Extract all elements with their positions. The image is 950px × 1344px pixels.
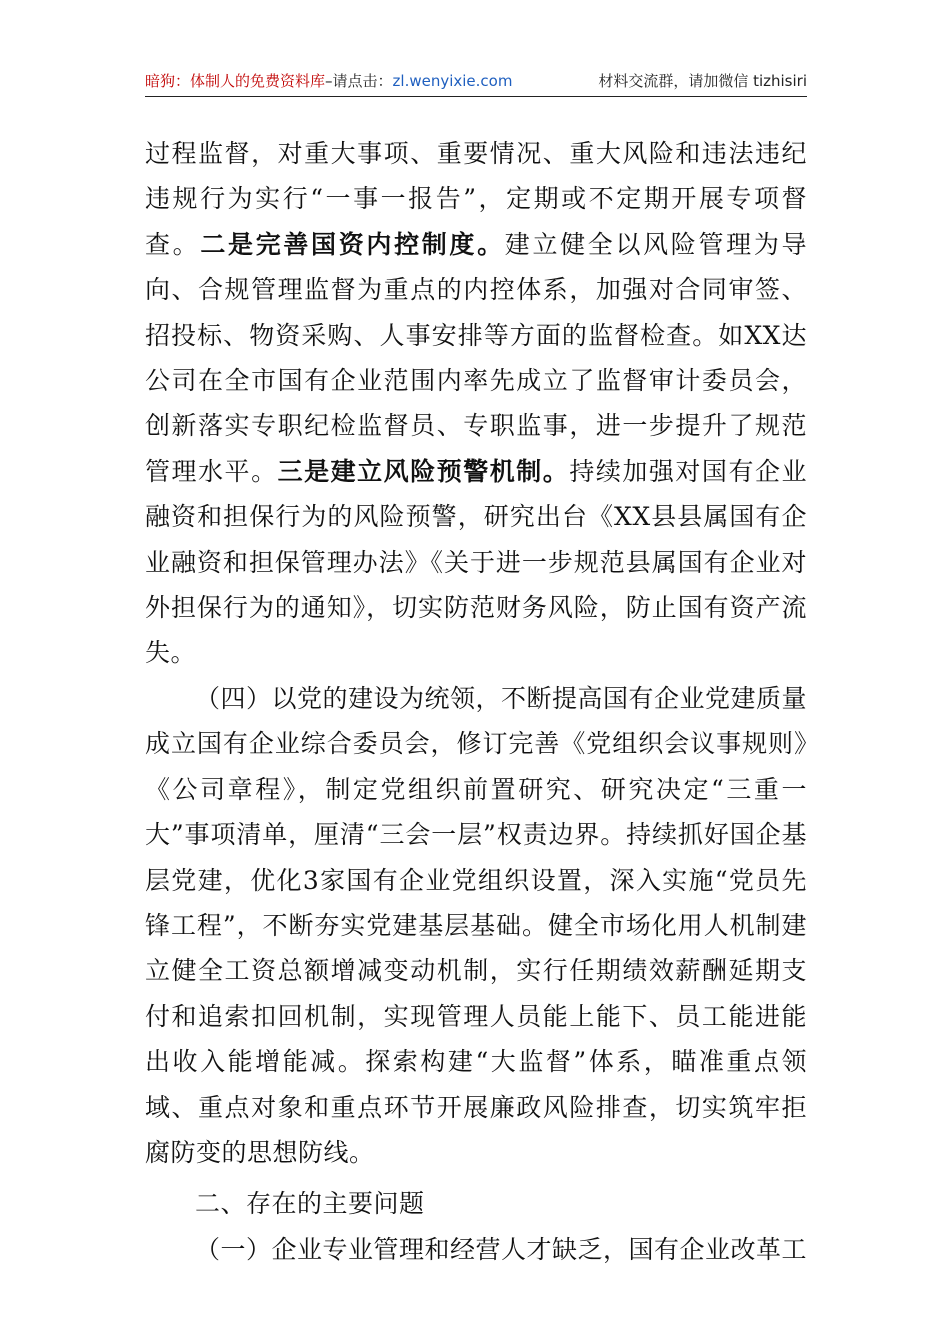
document-body bbox=[145, 131, 807, 1272]
page-header bbox=[145, 70, 807, 97]
bold-point-two: 二是完善国资内控制度。 bbox=[200, 229, 505, 259]
header-prompt: –请点击： bbox=[325, 72, 393, 90]
paragraph-text: 持续加强对国有企业融资和担保行为的风险预警，研究出台《XX县县属国有企业融资和担保管理办法》《关于进一步规范县属国有企业对外担保行为的通知》，切实防范财务风险，防止国有资产流失。 bbox=[145, 456, 807, 668]
paragraph-text: 过程监督，对重大事项、重要情况、重大风险和违法违纪违规行为实行“一事一报告”，定期或不定期开展专项督查。 bbox=[145, 139, 807, 259]
header-brand: 暗狗：体制人的免费资料库 bbox=[145, 72, 326, 90]
paragraph-text: 建立健全以风险管理为导向、合规管理监督为重点的内控体系，加强对合同审签、招投标、物资采购、人事安排等方面的监督检查。如XX达公司在全市国有企业范围内率先成立了监督审计委员会，创新落实专职纪检监督员、专职监事，进一步提升了规范管理水平。 bbox=[145, 229, 807, 486]
paragraph-party-building: 成立国有企业综合委员会，修订完善《党组织会议事规则》《公司章程》，制定党组织前置研究、研究决定“三重一大”事项清单，厘清“三会一层”权责边界。持续抓好国企基层党建，优化3家国有企业党组织设置，深入实施“党员先锋工程”，不断夯实党建基层基础。健全市场化用人机制建立健全工资总额增减变动机制，实行任期绩效薪酬延期支付和追索扣回机制，实现管理人员能上能下、员工能进能出收入能增能减。探索构建“大监督”体系，瞄准重点领域、重点对象和重点环节开展廉政风险排查，切实筑牢拒腐防变的思想防线。 bbox=[145, 729, 807, 1167]
paragraph-problem-one: （一）企业专业管理和经营人才缺乏，国有企业改革工 bbox=[195, 1234, 808, 1264]
bold-point-three: 三是建立风险预警机制。 bbox=[277, 456, 570, 486]
section-heading-two: 二、存在的主要问题 bbox=[195, 1189, 425, 1219]
subheading-four: （四）以党的建设为统领，不断提高国有企业党建质量 bbox=[195, 683, 808, 713]
header-link[interactable]: zl.wenyixie.com bbox=[392, 72, 513, 90]
header-wechat-note: 材料交流群，请加微信 tizhisiri bbox=[598, 72, 807, 90]
paragraph-oversight bbox=[145, 131, 807, 676]
